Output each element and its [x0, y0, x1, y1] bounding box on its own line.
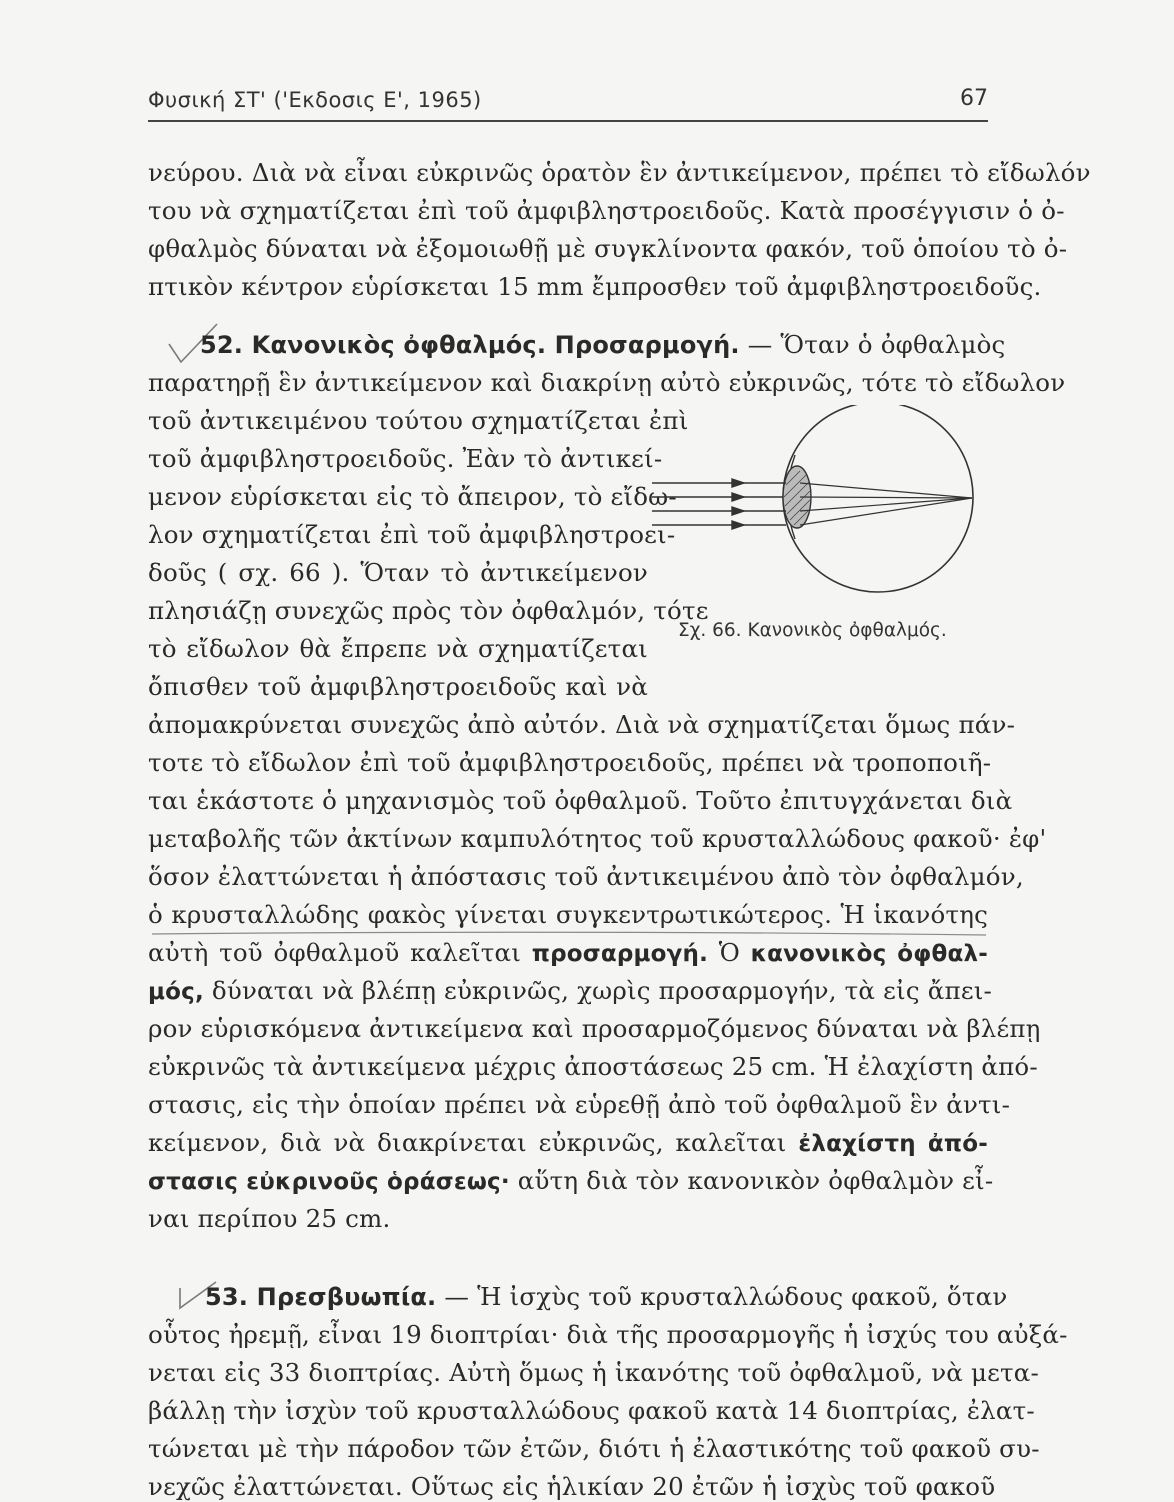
term-min-distance-end: στασις εὐκρινοῦς ὁράσεως· — [148, 1169, 510, 1195]
text-line: ὅσον ἐλαττώνεται ἡ ἀπόστασις τοῦ ἀντικειμένου ἀπὸ τὸν ὀφθαλμόν, — [148, 862, 1024, 891]
pencil-underline — [150, 930, 990, 938]
text-line — [148, 1128, 988, 1159]
text-line: νεχῶς ἐλαττώνεται. Οὕτως εἰς ἡλικίαν 20 ἐτῶν ἡ ἰσχὺς τοῦ φακοῦ — [148, 1472, 996, 1501]
text-line: ὁ κρυσταλλώδης φακὸς γίνεται συγκεντρωτικώτερος. Ἡ ἱκανότης — [148, 900, 988, 929]
section-52-title: 52. Κανονικὸς ὀφθαλμός. Προσαρμογή. — [200, 331, 740, 359]
term-adaptation: προσαρμογή. — [531, 941, 709, 967]
text-span: κείμενον, διὰ νὰ διακρίνεται εὐκρινῶς, καλεῖται — [148, 1128, 787, 1157]
text-span: δύναται νὰ βλέπῃ εὐκρινῶς, χωρὶς προσαρμογήν, τὰ εἰς ἄπει- — [211, 976, 992, 1005]
text-line: νεται εἰς 33 διοπτρίας. Αὐτὴ ὅμως ἡ ἱκανότης τοῦ ὀφθαλμοῦ, νὰ μετα- — [148, 1358, 1040, 1387]
text-line: πτικὸν κέντρον εὑρίσκεται 15 mm ἔμπροσθεν τοῦ ἀμφιβληστροειδοῦς. — [148, 272, 1042, 301]
text-line: παρατηρῇ ἓν ἀντικείμενον καὶ διακρίνῃ αὐτὸ εὐκρινῶς, τότε τὸ εἴδωλον — [148, 368, 1066, 397]
text-span: αὐτὴ τοῦ ὀφθαλμοῦ καλεῖται — [148, 938, 522, 967]
text-line: τοτε τὸ εἴδωλον ἐπὶ τοῦ ἀμφιβληστροειδοῦς, πρέπει νὰ τροποποιῆ- — [148, 748, 992, 777]
page-number: 67 — [960, 86, 988, 111]
section-52-lead: — Ὅταν ὁ ὀφθαλμὸς — [747, 330, 1006, 359]
text-line: τοῦ ἀντικειμένου τούτου σχηματίζεται ἐπὶ — [148, 406, 689, 435]
section-52-heading-line — [200, 330, 1006, 360]
text-line: μενον εὑρίσκεται εἰς τὸ ἄπειρον, τὸ εἴδω- — [148, 482, 677, 511]
text-line: πλησιάζῃ συνεχῶς πρὸς τὸν ὀφθαλμόν, τότε — [148, 596, 709, 625]
text-line: ἀπομακρύνεται συνεχῶς ἀπὸ αὐτόν. Διὰ νὰ σχηματίζεται ὅμως πάν- — [148, 710, 1016, 739]
text-line — [148, 938, 988, 969]
text-span: Ὁ — [718, 938, 740, 967]
text-line: οὗτος ἠρεμῇ, εἶναι 19 διοπτρίαι· διὰ τῆς προσαρμογῆς ἡ ἰσχύς του αὐξά- — [148, 1320, 1068, 1349]
refracted-rays — [800, 483, 972, 525]
text-line: ται ἑκάστοτε ὁ μηχανισμὸς τοῦ ὀφθαλμοῦ. Τοῦτο ἐπιτυγχάνεται διὰ — [148, 786, 1013, 815]
term-normal-eye: κανονικὸς ὀφθαλ- — [750, 941, 988, 967]
text-line: τώνεται μὲ τὴν πάροδον τῶν ἐτῶν, διότι ἡ ἐλαστικότης τοῦ φακοῦ συ- — [148, 1434, 1040, 1463]
text-line: δοῦς ( σχ. 66 ). Ὅταν τὸ ἀντικείμενον — [148, 558, 648, 587]
section-53-lead: — Ἡ ἰσχὺς τοῦ κρυσταλλώδους φακοῦ, ὅταν — [444, 1282, 1008, 1311]
text-line: τὸ εἴδωλον θὰ ἔπρεπε νὰ σχηματίζεται — [148, 634, 648, 663]
book-title: Φυσική ΣΤ' ('Εκδοσις Ε', 1965) — [148, 88, 482, 112]
text-line: ρον εὑρισκόμενα ἀντικείμενα καὶ προσαρμοζόμενος δύναται νὰ βλέπῃ — [148, 1014, 1041, 1043]
text-line: ναι περίπου 25 cm. — [148, 1204, 391, 1233]
text-line: νεύρου. Διὰ νὰ εἶναι εὐκρινῶς ὁρατὸν ἓν ἀντικείμενον, πρέπει τὸ εἴδωλόν — [148, 158, 1091, 187]
section-53-heading-line — [205, 1282, 1008, 1312]
incident-rays — [652, 479, 786, 529]
text-line: μεταβολῆς τῶν ἀκτίνων καμπυλότητος τοῦ κρυσταλλώδους φακοῦ· ἐφ' — [148, 824, 1047, 853]
eye-diagram — [640, 405, 985, 620]
text-line: εὐκρινῶς τὰ ἀντικείμενα μέχρις ἀποστάσεως 25 cm. Ἡ ἐλαχίστη ἀπό- — [148, 1052, 1038, 1081]
term-normal-eye-end: μός, — [148, 979, 204, 1005]
running-header — [148, 84, 988, 122]
text-line: φθαλμὸς δύναται νὰ ἐξομοιωθῇ μὲ συγκλίνοντα φακόν, τοῦ ὁποίου τὸ ὀ- — [148, 234, 1068, 263]
text-line: του νὰ σχηματίζεται ἐπὶ τοῦ ἀμφιβληστροειδοῦς. Κατὰ προσέγγισιν ὁ ὀ- — [148, 196, 1065, 225]
term-min-distance: ἐλαχίστη ἀπό- — [798, 1131, 988, 1157]
text-line: ὄπισθεν τοῦ ἀμφιβληστροειδοῦς καὶ νὰ — [148, 672, 648, 701]
text-line: στασις, εἰς τὴν ὁποίαν πρέπει νὰ εὑρεθῇ ἀπὸ τοῦ ὀφθαλμοῦ ἓν ἀντι- — [148, 1090, 1011, 1119]
text-line: λον σχηματίζεται ἐπὶ τοῦ ἀμφιβληστροει- — [148, 520, 676, 549]
text-line: βάλλῃ τὴν ἰσχὺν τοῦ κρυσταλλώδους φακοῦ κατὰ 14 διοπτρίας, ἐλατ- — [148, 1396, 1035, 1425]
text-span: αὕτη διὰ τὸν κανονικὸν ὀφθαλμὸν εἶ- — [517, 1166, 994, 1195]
figure-caption: Σχ. 66. Κανονικὸς ὀφθαλμός. — [678, 620, 947, 641]
text-line: τοῦ ἀμφιβληστροειδοῦς. Ἐὰν τὸ ἀντικεί- — [148, 444, 663, 473]
text-line — [148, 976, 992, 1007]
text-line — [148, 1166, 994, 1197]
section-53-title: 53. Πρεσβυωπία. — [205, 1283, 437, 1311]
